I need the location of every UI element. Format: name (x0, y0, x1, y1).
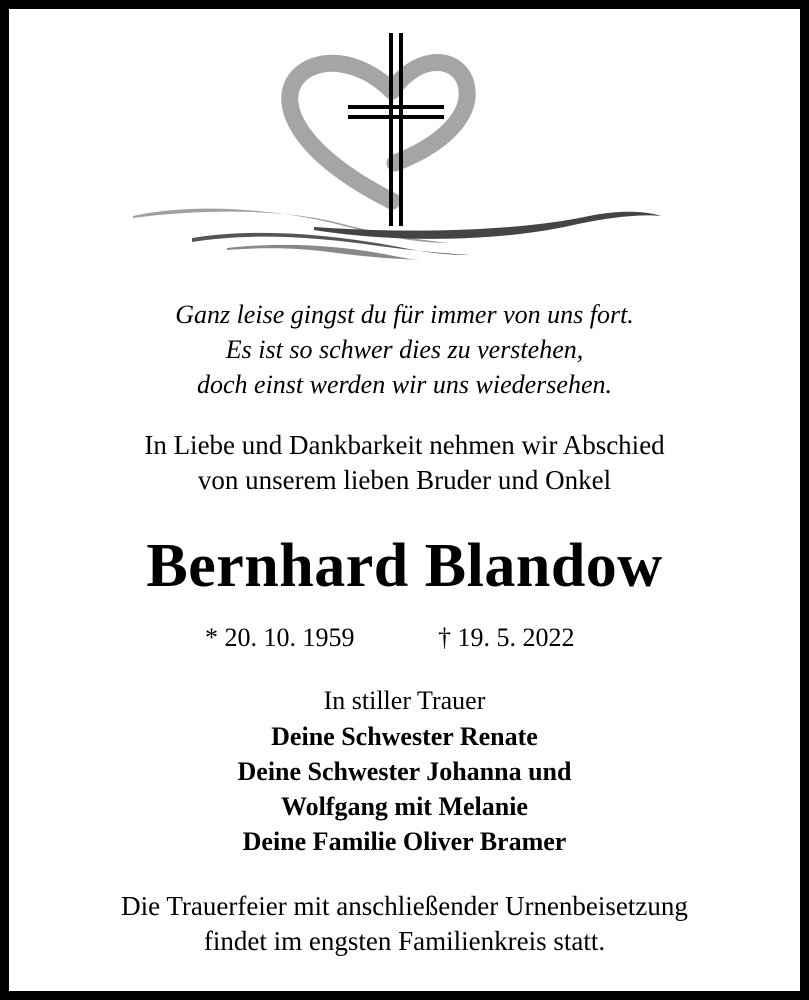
footer-line-2: findet im engsten Familienkreis statt. (203, 926, 606, 956)
mourner-name: Deine Familie Oliver Bramer (242, 827, 567, 856)
footer-line-1: Die Trauerfeier mit anschließender Urnenbeisetzung (121, 891, 688, 921)
intro-line-1: In Liebe und Dankbarkeit nehmen wir Abschied (144, 430, 665, 460)
death-date: † 19. 5. 2022 (438, 623, 575, 652)
mourners-heading: In stiller Trauer (323, 686, 486, 715)
mourner-name: Deine Schwester Renate (271, 722, 538, 751)
verse-line-2: Es ist so schwer dies zu verstehen, (225, 335, 584, 364)
verse-line-3: doch einst werden wir uns wiedersehen. (197, 370, 612, 399)
heart-icon (290, 62, 467, 201)
deceased-name: Bernhard Blandow (146, 532, 663, 600)
verse-line-1: Ganz leise gingst du für immer von uns fort. (175, 300, 634, 329)
emblem (9, 9, 800, 279)
waves-icon (133, 209, 661, 260)
birth-date: * 20. 10. 1959 (205, 623, 355, 652)
mourner-name: Deine Schwester Johanna und (237, 757, 572, 786)
mourner-name: Wolfgang mit Melanie (281, 792, 528, 821)
intro-line-2: von unserem lieben Bruder und Onkel (197, 465, 612, 495)
